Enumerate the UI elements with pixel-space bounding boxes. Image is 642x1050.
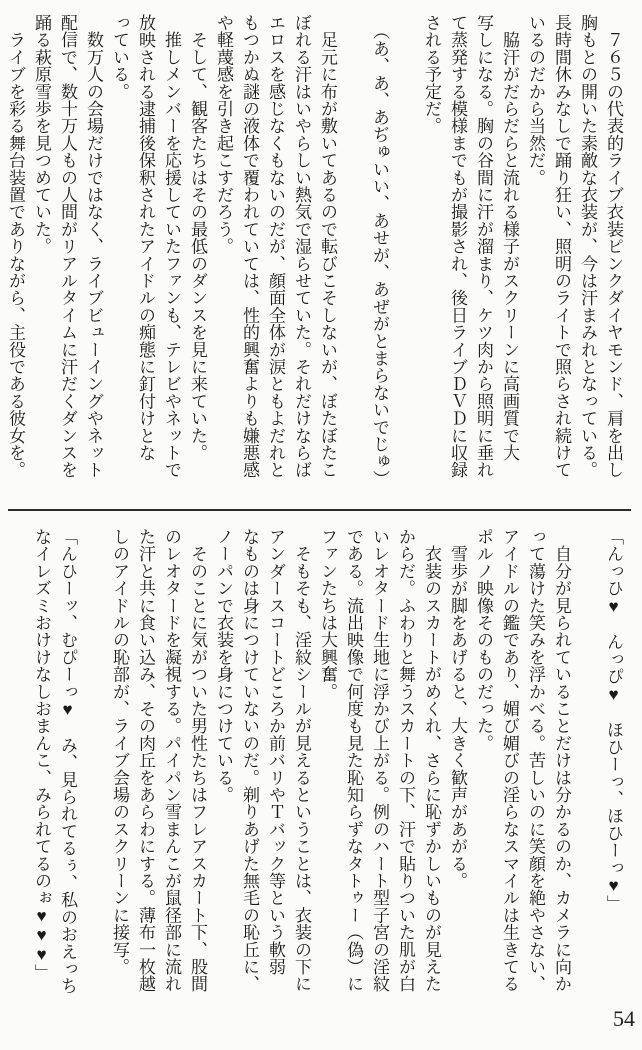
text-line: 「んっひ♥ んっぴ♥ ほひーっ、ほひーっ♥」 [604, 528, 623, 913]
text-line: って蕩けた笑みを浮かべる。苦しいのに笑顔を絶やさない、 [526, 528, 545, 993]
text-line: ファンたちは大興奮。 [318, 528, 337, 700]
text-line: ノーパンで衣装を身につけている。 [214, 528, 233, 804]
text-block-top [2, 14, 626, 498]
blank-line [574, 528, 600, 538]
text-line: て蒸発する模様までもが撮影され、後日ライブＤＶＤに収録 [448, 14, 467, 479]
text-line: 雪歩が脚をあげると、大きく歓声があがる。 [448, 528, 467, 890]
text-line: からだ。ふわりと舞うスカートの下、汗で貼りついた肌が白 [396, 528, 415, 993]
text-line: アンダースコートどころか前バリやＴバック等という軟弱 [266, 528, 285, 976]
text-line: 配信で、数十万人もの人間がリアルタイムに汗だくダンスを [58, 14, 77, 479]
text-line: 踊る萩原雪歩を見つめていた。 [32, 14, 51, 255]
text-line: エロスを感じなくもないのだが、顔面全体が涙ともよだれと [266, 14, 285, 479]
text-line: 脇汗がだらだらと流れる様子がスクリーンに高画質で大 [500, 14, 519, 462]
text-line: いレオタード生地に浮かび上がる。例のハート型子宮の淫紋 [370, 528, 389, 993]
text-line: なものは身につけていないのだ。剃りあげた無毛の恥丘に、 [240, 528, 259, 993]
text-line: （あ、あ、あぢゅいい、あせが、あぜがとまらないでじゅ） [370, 14, 389, 488]
text-line: 長時間休みなしで踊り狂い、照明のライトで照らされ続けて [552, 14, 571, 479]
text-line: いるのだから当然だ。 [526, 14, 545, 186]
text-line: た汗と共に食い込み、その肉丘をあらわにする。薄布一枚越 [136, 528, 155, 993]
text-line: 足元に布が敷いてあるので転びこそしないが、ぼたぼたこ [318, 14, 337, 479]
text-line: である。流出映像で何度も見た恥知らずなタトゥー（偽）に [344, 528, 363, 993]
text-line: ポルノ映像そのものだった。 [474, 528, 493, 752]
text-line: そして、観客たちはその最低のダンスを見に来ていた。 [188, 14, 207, 462]
blank-line [340, 14, 366, 24]
text-line: 「んひーッ、むぴーっ♥ み、見られてるぅ、私のおえっち [58, 528, 77, 995]
text-line: アイドルの鑑であり、媚び媚びの淫らなスマイルは生きてる [500, 528, 519, 993]
text-block-bottom [28, 528, 626, 1006]
text-line: っている。 [110, 14, 129, 100]
blank-line [392, 14, 418, 24]
text-line: 数万人の会場だけではなく、ライブビューイングやネット [84, 14, 103, 479]
text-line: や軽蔑感を引き起こすだろう。 [214, 14, 233, 255]
text-line: 写しになる。胸の谷間に汗が溜まり、ケツ肉から照明に垂れ [474, 14, 493, 479]
text-line: される予定だ。 [422, 14, 441, 135]
text-line: そもそも、淫紋シールが見えるということは、衣装の下に [292, 528, 311, 993]
section-divider [8, 509, 631, 511]
blank-line [80, 528, 106, 538]
text-line: のレオタードを凝視する。パイパン雪まんこが鼠径部に流れ [162, 528, 181, 993]
text-line: ライブを彩る舞台装置でありながら、主役である彼女を。 [6, 14, 25, 479]
text-line: 放映される逮捕後保釈されたアイドルの痴態に釘付けとな [136, 14, 155, 462]
text-line: そのことに気がついた男性たちはフレアスカート下、股間 [188, 528, 207, 993]
page-number: 54 [613, 1006, 635, 1031]
text-line: 自分が見られていることだけは分かるのか、カメラに向か [552, 528, 571, 993]
text-line: なイレズミおけけなしおまんこ、みられてるのぉ♥♥♥」 [32, 528, 51, 982]
text-line: しのアイドルの恥部が、ライブ会場のスクリーンに接写。 [110, 528, 129, 976]
text-line: 衣装のスカートがめくれ、さらに恥ずかしいものが見えた [422, 528, 441, 993]
text-line: ぼれる汗はいやらしい熱気で湿らせていた。それだけならば [292, 14, 311, 479]
text-line: もつかぬ謎の液体で覆われていては、性的興奮よりも嫌悪感 [240, 14, 259, 479]
text-line: ７６５の代表的ライブ衣装ピンクダイヤモンド、肩を出し [604, 14, 623, 479]
text-line: 推しメンバーを応援していたファンも、テレビやネットで [162, 14, 181, 479]
text-line: 胸もとの開いた素敵な衣装が、今は汗まみれとなっている。 [578, 14, 597, 479]
